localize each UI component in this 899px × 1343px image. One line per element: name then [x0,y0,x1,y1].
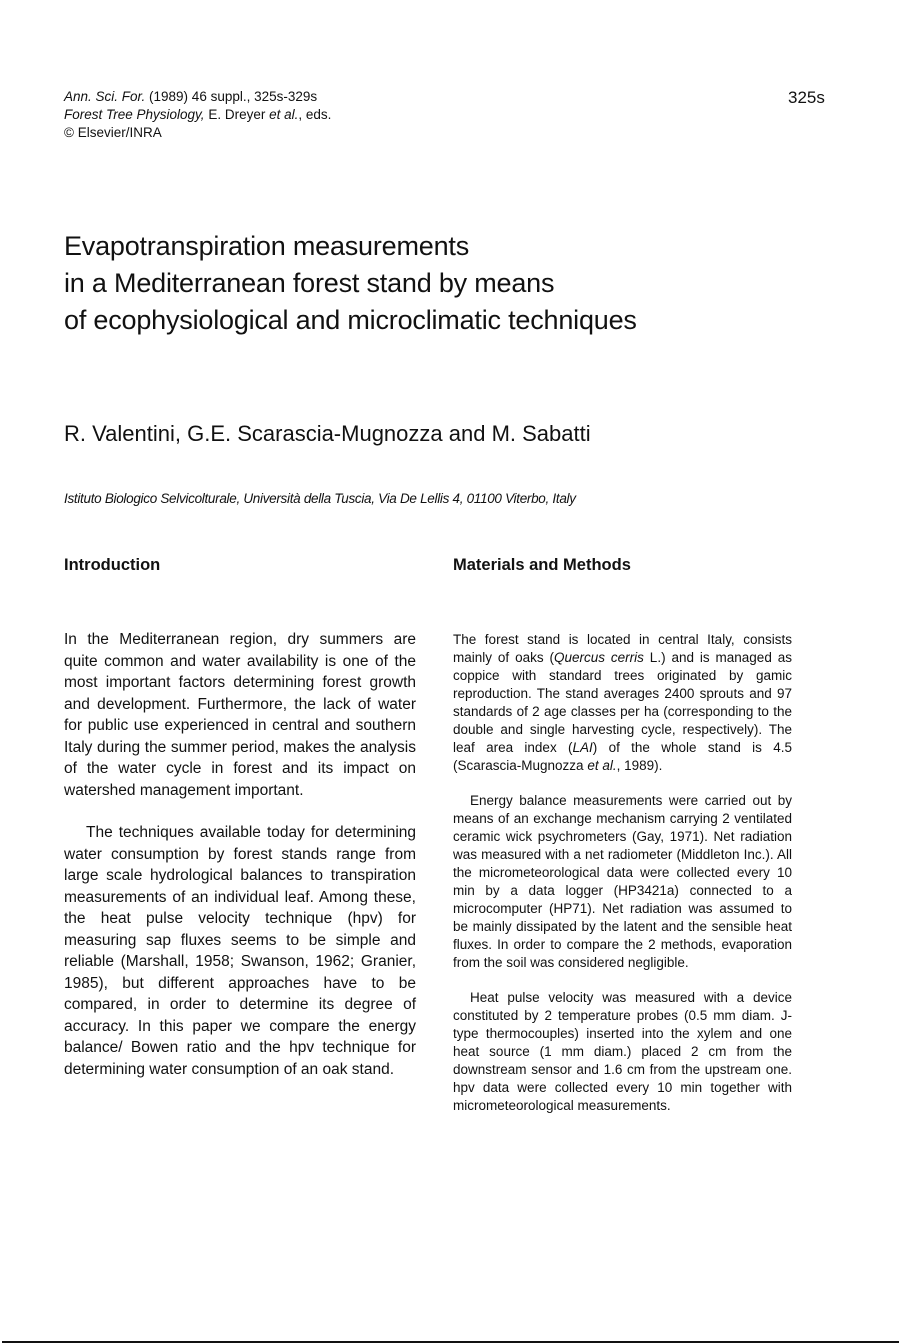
text-run: ) of the whole stand is 4.5 (Scarascia-Mugnozza [453,740,792,773]
journal-abbrev: Ann. Sci. For. [64,89,146,104]
methods-body [453,631,792,1115]
eds: , eds. [298,107,332,122]
introduction-body [64,629,416,1080]
title-line-1: Evapotranspiration measurements [64,231,470,261]
title-line-2: in a Mediterranean forest stand by means [64,268,555,298]
methods-paragraph-3: Heat pulse velocity was measured with a device constituted by 2 temperature probes (0.5 mm diam. J-type thermocouples) inserted into the xylem and one heat source (1 mm diam.) placed 2 cm from the downstream sensor and 1.6 cm from the upstream one. hpv data were collected every 10 min together with micrometeorological measurements. [453,990,792,1113]
methods-heading: Materials and Methods [453,556,631,574]
methods-paragraph-2: Energy balance measurements were carried out by means of an exchange mechanism carrying 2 ventilated ceramic wick psychrometers (Gay, 1971). Net radiation was measured with a net radiometer (Middleton Inc.). All the micrometeorological data were collected every 10 min by a data logger (HP3421a) connected to a microcomputer (HP71). Net radiation was assumed to be mainly dissipated by the latent and the sensible heat fluxes. In order to compare the 2 methods, evaporation from the soil was considered negligible. [453,793,792,970]
et-al: et al. [587,758,617,773]
copyright: © Elsevier/INRA [64,125,162,140]
book-line [64,106,331,124]
title-line-3: of ecophysiological and microclimatic techniques [64,305,637,335]
lai-abbrev: LAI [572,740,593,755]
text-run: L.) and is managed as coppice with standard trees originated by gamic reproduction. The stand averages 2400 sprouts and 97 standards of 2 age classes per ha (corresponding to the double and single harvesting cycle, respectively). The leaf area index ( [453,650,792,755]
journal-info: (1989) 46 suppl., 325s-329s [145,89,318,104]
journal-header [64,88,331,142]
et-al: et al. [269,107,299,122]
page-number: 325s [788,88,825,107]
intro-paragraph-1: In the Mediterranean region, dry summers are quite common and water availability is one of the most important factors determining forest growth and development. Furthermore, the lack of water for public use experienced in central and southern Italy during the summer period, makes the analysis of the water cycle in forest and its impact on watershed management important. [64,631,416,799]
paper-title [64,228,637,339]
book-title: Forest Tree Physiology, [64,107,205,122]
intro-paragraph-2: The techniques available today for determining water consumption by forest stands range from large scale hydrological balances to transpiration measurements of an individual leaf. Among these, the heat pulse velocity technique (hpv) for measuring sap fluxes seems to be simple and reliable (Marshall, 1958; Swanson, 1962; Granier, 1985), but different approaches have to be compared, in order to determine its degree of accuracy. In this paper we compare the energy balance/ Bowen ratio and the hpv technique for determining water consumption of an oak stand. [64,824,416,1078]
text-run: , 1989). [616,758,663,773]
editors: E. Dreyer [204,107,270,122]
authors: R. Valentini, G.E. Scarascia-Mugnozza and M. Sabatti [64,421,591,446]
affiliation: Istituto Biologico Selvicolturale, Università della Tuscia, Via De Lellis 4, 01100 Viterbo, Italy [64,491,576,506]
introduction-heading: Introduction [64,556,161,574]
text-run: The forest stand is located in central Italy, consists mainly of oaks ( [453,632,792,665]
species-name: Quercus cerris [553,650,644,665]
citation-line [64,88,331,106]
methods-paragraph-1 [453,631,792,775]
